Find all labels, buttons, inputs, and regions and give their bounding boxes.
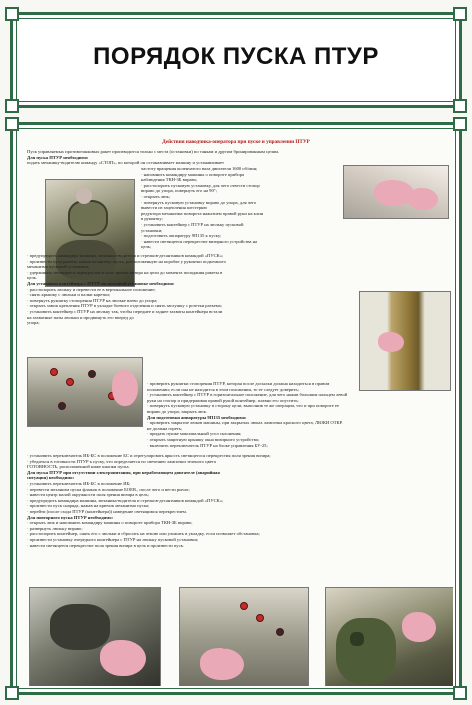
photo-bottom-2 <box>179 587 309 686</box>
instruction-line: · установить контейнер с ПТУР в горизонтальное положение, для чего нажав большим пальцем левой <box>147 392 348 398</box>
instruction-line: · повернуть пусковую установку в сторону цели, выполнив те же операции, что и при повороте ее <box>147 403 339 409</box>
instruction-line: Для пуска ПТУР при отсутствии электропитания, при неработающем двигателе (аварийная <box>27 469 220 475</box>
instruction-line: упора; <box>27 320 40 326</box>
instruction-line: · установить переключатель ИБ-БС в положение БС и отрегулировать яркость светящегося перекрестия поля зрения визира; <box>27 453 271 458</box>
instruction-line: редуктора механизма поворота нажатием правой руки на клин <box>141 210 264 216</box>
instruction-line: Для повторного пуска ПТУР необходимо: <box>27 514 114 520</box>
instruction-line: · произвести пуск ракеты, нажав на кнопку пуска, расположенную на коробке у рукоятки подъемного <box>27 258 226 264</box>
title-frame <box>10 12 462 108</box>
instruction-line: · открыть люк; <box>141 194 171 199</box>
instruction-line: вправо до упора; закрыть люк. <box>147 409 207 414</box>
instruction-line: подать механику-водителю команду «СТОП», по которой он останавливает машину и устанавливает <box>27 160 225 166</box>
instruction-line: Пуск управляемых противотанковых ракет производится только с места (остановки) по танкам и другим бронированным целям. <box>27 149 280 154</box>
instruction-line: не должна гореть; <box>147 425 183 431</box>
photo-bottom-1 <box>29 587 161 686</box>
instruction-line: механизма пусковой установки; <box>27 264 90 270</box>
content-frame <box>10 122 462 695</box>
instruction-line: на захватные пазы люльки и продвинуть его вперед до <box>27 314 134 320</box>
instruction-line: руки на стопор и придерживая правой рукой контейнер, плавно его опустить; <box>147 397 299 403</box>
instruction-line: · перевести механизм пуска флажок в положение БОЕВ., после чего и вести рычаг; <box>27 486 190 492</box>
instruction-line: Для пуска ПТУР необходимо: <box>27 154 89 160</box>
instruction-line: цель; <box>141 244 152 250</box>
section-heading: Действия наводчика-оператора при пуске и управлении ПТУР <box>162 139 310 145</box>
instruction-line: положении; если она не находится в этом положении, то ее следует доверить; <box>147 386 299 392</box>
instruction-line: · произвести установку очередного контейнера с ПТУР на люльку пусковой установки; <box>27 537 199 542</box>
page-title: ПОРЯДОК ПУСКА ПТУР <box>93 43 379 70</box>
instruction-line: · расстопорить люльку и перевести ее в вертикальное положение; <box>27 286 156 292</box>
photo-bottom-3 <box>325 587 453 686</box>
photo-missile-container <box>359 291 451 391</box>
instruction-line: · установить контейнер с ПТУР на люльку пусковой <box>141 222 244 227</box>
instruction-line: · предупредить командира машины, механика-водителя и стрелков-десантников командой «ПУСК»; <box>27 497 224 503</box>
instruction-line: · перейти (после схода ПТУР (контейнера)) наведение светящимся перекрестием. <box>27 509 187 514</box>
instruction-line: · повернуть пусковую установку вправо до упора, для чего <box>141 199 257 205</box>
photo-hands-hatch <box>343 165 449 219</box>
instruction-line: · подготовить аппаратуру 9П135 к пуску; <box>141 233 222 239</box>
instruction-line: · открыть замок крепления ПТУР в укладке боевого отделения и снять заглушку с розетки разъема; <box>27 303 222 309</box>
instruction-line: · проверить рукоятки стопорения ПТУР, которая после досылки должна находиться в правом <box>147 381 330 386</box>
instruction-line: наблюдения ТКН-3Б вправо; <box>141 177 198 183</box>
instruction-line: Для установки контейнера с ПТУР на пусковой установке необходимо: <box>27 281 175 286</box>
instruction-line: цель. <box>27 275 38 281</box>
instruction-line: · произвести пуск снаряда, нажав на крючок механизма пуска; <box>27 503 150 509</box>
instruction-line: · открыть люк и напомнить командиру машины о повороте прибора ТКН-3Б вправо; <box>27 520 193 526</box>
instruction-line: · развернуть люльку вправо; <box>27 525 83 531</box>
instruction-line: · навести центр малой окружности поля зрения визира в цель; <box>27 492 149 498</box>
instruction-line: · предупредить командира машины, механика-водителя и стрелков-десантников командой «ПУСК»; <box>27 253 224 258</box>
instruction-line: ГОТОВНОСТЬ, расположенной ниже кнопки пуска. <box>27 464 130 470</box>
instruction-line: частоту вращения коленчатого вала двигателя 1600 об/мин; <box>141 166 258 171</box>
instruction-line: · убедиться в готовности ПТУР к пуску, что определяется по свечению лампочки зеленого цвета <box>27 458 216 464</box>
instruction-line: · повернуть рукоятку стопорения ПТУР на люльке влево до упора; <box>27 297 158 303</box>
instruction-line: · навести светящееся перекрестие визирного устройства на <box>141 238 258 244</box>
instruction-line: · удерживать светящееся перекрестие в поле зрения визира на цели до момента попадания ракеты в <box>27 269 223 275</box>
instruction-line: вправо до упора, повернуть его на 90°; <box>141 188 217 194</box>
instruction-line: · навести светящееся перекрестие поля зрения визира в цель и произвести пуск. <box>27 542 185 548</box>
instruction-line: в рукоятку; <box>141 216 163 222</box>
instruction-line: · расстопорить контейнер, снять его с люльки и сбросить на землю или уложить в укладку, если позволяет обстановка; <box>27 531 260 537</box>
instruction-line: · напомнить командиру машины о повороте прибора <box>141 171 245 177</box>
instruction-line: ситуация) необходимо: <box>27 475 75 481</box>
photo-control-panel <box>27 357 143 427</box>
instruction-line: · проверить закрытие люков машины, при закрытых люках лампочка красного цвета, ЛЮКИ ОТКР. <box>147 420 343 426</box>
instruction-line: · включить переключатель ПТУР на блоке управления БУ-25; <box>147 442 268 448</box>
instruction-line: · снять крышку с люльки и палки каретки; <box>27 292 111 298</box>
instruction-line: вывести из зацепления шестерню <box>141 205 207 211</box>
instruction-line: Для подготовки аппаратуры 9П135 необходимо: <box>147 414 247 420</box>
instruction-line: установки; <box>141 227 163 233</box>
instruction-line: · расстопорить пусковую установку, для чего отвести стопор <box>141 182 260 188</box>
instruction-line: · установить переключатель ИБ-БС в положение ИБ; <box>27 481 131 486</box>
instruction-line: · установить контейнер с ПТУР на люльку так, чтобы переднее и заднее захваты контейнера встали <box>27 309 223 314</box>
instruction-line: · придать пушке максимальный угол склонения; <box>147 431 242 437</box>
instruction-line: · открыть защитную крышку окна визирного устройства; <box>147 437 260 442</box>
content-area <box>19 131 453 686</box>
